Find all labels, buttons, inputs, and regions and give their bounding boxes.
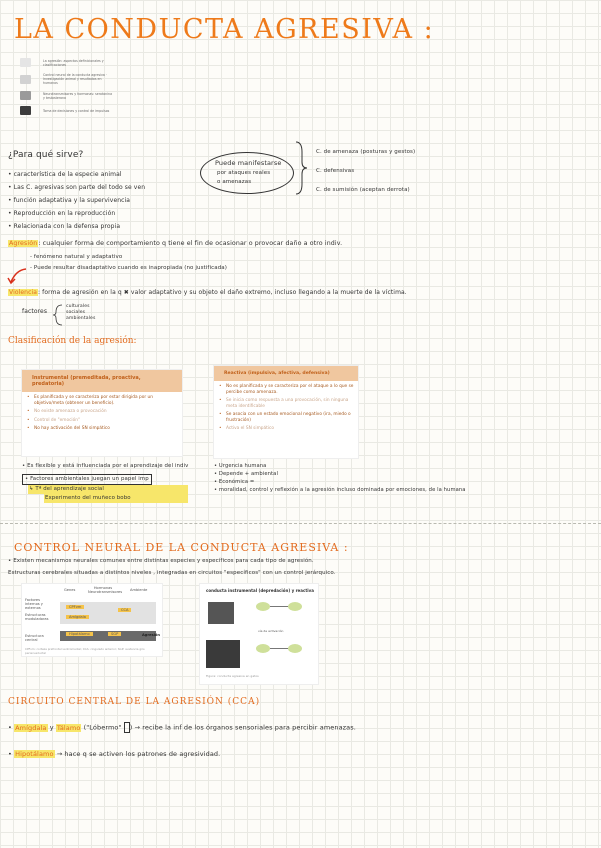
purpose-item: • característica de la especie animal: [8, 171, 122, 178]
circuito-line: • Amígdala y Tálamo ("Lóbermo" ) → recibe la inf de los órganos sensoriales para percibir amenazas.: [8, 723, 356, 732]
fig-label: Factores internos y externos: [25, 598, 43, 610]
topic-thumb: [20, 91, 120, 100]
reactiva-card: [214, 366, 358, 458]
note-line: • Económica =: [214, 479, 255, 485]
brace-item: C. de amenaza (posturas y gestos): [316, 149, 416, 155]
brace-icon: [52, 304, 64, 326]
circuito-text: → hace q se activen los patrones de agresividad.: [56, 750, 221, 758]
amigdala-label: Amígdala: [15, 723, 47, 732]
card-item: • Control de "emoción": [34, 418, 182, 424]
thumb-label: La agresión: aspectos definicionales y clasificaciones: [43, 58, 104, 67]
brace-item: C. de sumisión (aceptan derrota): [316, 187, 410, 193]
card-header: Instrumental (premeditada, proactiva, predatoria): [22, 370, 182, 392]
cat-aggression-figure: [200, 584, 318, 684]
topic-thumbnails: [20, 58, 120, 121]
purpose-item: • función adaptativa y la supervivencia: [8, 197, 131, 204]
conjunction: y: [49, 723, 54, 732]
fig-caption: Figura: conducta agresiva en gatos: [206, 674, 259, 678]
cat-photo-2: [206, 640, 240, 668]
hipotalamo-label: Hipotálamo: [15, 750, 54, 758]
instrumental-card: [22, 370, 182, 456]
fig-label: Genes: [64, 588, 76, 592]
link: [270, 648, 288, 649]
card-header: Reactiva (impulsiva, afectiva, defensiva): [214, 366, 358, 381]
brace-item: C. defensivas: [316, 168, 355, 174]
note-line: • Depende + ambiental: [214, 471, 278, 477]
agresion-sub: - fenómeno natural y adaptativo: [30, 254, 123, 260]
card-item: • Se inicia como respuesta a una provocación, sin ninguna meta identificable: [226, 398, 358, 409]
topic-thumb: [20, 58, 120, 67]
note-line: • Es flexible y está influenciada por el aprendizaje del indiv: [22, 463, 189, 469]
para-que-sirve-heading: ¿Para qué sirve?: [8, 150, 84, 160]
link: [270, 606, 288, 607]
fig-title: conducta instrumental (depredación) y reactiva: [206, 588, 314, 593]
thumb-square: [20, 75, 31, 84]
thumb-square: [20, 58, 31, 67]
clasificacion-title: Clasificación de la agresión:: [8, 336, 137, 346]
factor-item: culturales: [66, 304, 90, 309]
oval-text: o amenazas: [217, 179, 252, 185]
control-line: Estructuras cerebrales situadas a distintos niveles , integradas en circuitos "específicos" con un control jerárquico.: [8, 570, 336, 576]
card-item: • No es planificada y se caracteriza por el ataque a lo que se percibe como amenaza.: [226, 384, 358, 395]
circuito-line: • Hipotálamo → hace q se activen los patrones de agresividad.: [8, 750, 221, 758]
violencia-text: : forma de agresión en la q ✖ valor adaptativo y su objeto el daño extremo, incluso llegando a la muerte de la víctima.: [38, 289, 407, 296]
fig-box: SGP: [108, 632, 121, 636]
agresion-sub: - Puede resultar disadaptativo cuando es inapropiada (no justificada): [30, 265, 227, 271]
purpose-list: [8, 168, 145, 233]
violencia-definition: [8, 289, 407, 296]
reactiva-notes: [214, 462, 466, 494]
cat-photo-1: [208, 602, 234, 624]
circuito-text: ("Lóbermo": [83, 723, 122, 732]
circuito-title: CIRCUITO CENTRAL DE LA AGRESIÓN (CCA): [8, 697, 261, 707]
note-line: • Factores ambientales juegan un papel imp: [22, 474, 152, 485]
brace-list: [316, 143, 415, 200]
talamo-label: Tálamo: [56, 723, 81, 732]
node: [288, 644, 302, 653]
oval-text: Puede manifestarse: [215, 159, 282, 167]
fig-label: Hormonas Neurotransmisores: [88, 586, 123, 594]
control-line: • Existen mecanismos neurales comunes entre distintas especies y específicos para cada tipo de agresión.: [8, 558, 314, 564]
node: [256, 644, 270, 653]
fig-note: vía de activación: [258, 629, 284, 633]
factores-label: factores: [22, 308, 48, 315]
neural-hierarchy-figure: [22, 584, 162, 656]
fig-caption: CPFvm: corteza prefrontal ventromedial; CCA: cingulado anterior; SGP: sustancia gris periacueductal: [25, 647, 145, 655]
note-line: • moralidad, control y reflexión a la agresión incluso dominada por emociones, de la humana: [214, 487, 466, 493]
fig-label: Ambiente: [130, 588, 148, 592]
note-line: • Urgencia humana: [214, 463, 267, 469]
control-title: CONTROL NEURAL DE LA CONDUCTA AGRESIVA :: [14, 541, 349, 554]
thumb-label: Toma de decisiones y control de impulsos: [43, 108, 110, 113]
factor-item: sociales: [66, 310, 86, 315]
curved-arrow-icon: [6, 266, 28, 286]
brace-icon: [294, 140, 308, 196]
manifest-oval: [200, 152, 294, 194]
node: [256, 602, 270, 611]
card-item: • No existe amenaza o provocación: [34, 409, 182, 415]
instrumental-notes: [22, 462, 188, 503]
fig-box: Hipotálamo: [66, 632, 93, 636]
topic-thumb: [20, 106, 120, 115]
agresion-text: : cualquier forma de comportamiento q tiene el fin de ocasionar o provocar daño a otro indiv.: [38, 240, 343, 247]
section-divider: [0, 523, 601, 524]
node: [288, 602, 302, 611]
fig-box: CPFvm: [66, 605, 84, 609]
purpose-item: • Reproducción en la reproducción: [8, 210, 116, 217]
circuito-text: ) → recibe la inf de los órganos sensoriales para percibir amenazas.: [129, 723, 356, 732]
factor-item: ambientales: [66, 316, 96, 321]
fig-label: Estructuras moduladoras: [25, 613, 49, 621]
fig-box: CCA: [118, 608, 131, 612]
card-item: • No hay activación del SN simpático: [34, 426, 182, 432]
fig-box: Amígdala: [66, 615, 89, 619]
note-line: Experimento del muñeco bobo: [44, 494, 188, 503]
page-title: LA CONDUCTA AGRESIVA :: [14, 14, 435, 45]
thumb-square: [20, 91, 31, 100]
card-item: • Es planificada y se caracteriza por estar dirigida por un objetivo/meta (obtener un beneficio).: [34, 395, 182, 406]
factores-list: [66, 304, 95, 322]
thumb-square: [20, 106, 31, 115]
purpose-item: • Las C. agresivas son parte del todo se ven: [8, 184, 146, 191]
thumb-label: Neurotransmisores y hormonas: serotonina y testosterona: [43, 91, 113, 100]
note-line: ↳ Tª del aprendizaje social: [28, 485, 188, 494]
thumb-label: Control neural de la conducta agresiva · Investigación animal y resultados en humanos: [43, 73, 107, 85]
violencia-label: Violencia: [9, 289, 38, 296]
agresion-definition: [8, 240, 342, 247]
fig-label: Agresión: [142, 633, 160, 637]
card-item: • Activa el SN simpático: [226, 426, 358, 432]
purpose-item: • Relacionada con la defensa propia: [8, 223, 121, 230]
agresion-label: Agresión: [9, 240, 38, 247]
oval-text: por ataques reales: [217, 170, 271, 176]
fig-label: Estructura central: [25, 634, 44, 642]
topic-thumb: [20, 73, 120, 85]
card-item: • Se asocia con un estado emocional negativo (ira, miedo o frustración): [226, 412, 358, 423]
